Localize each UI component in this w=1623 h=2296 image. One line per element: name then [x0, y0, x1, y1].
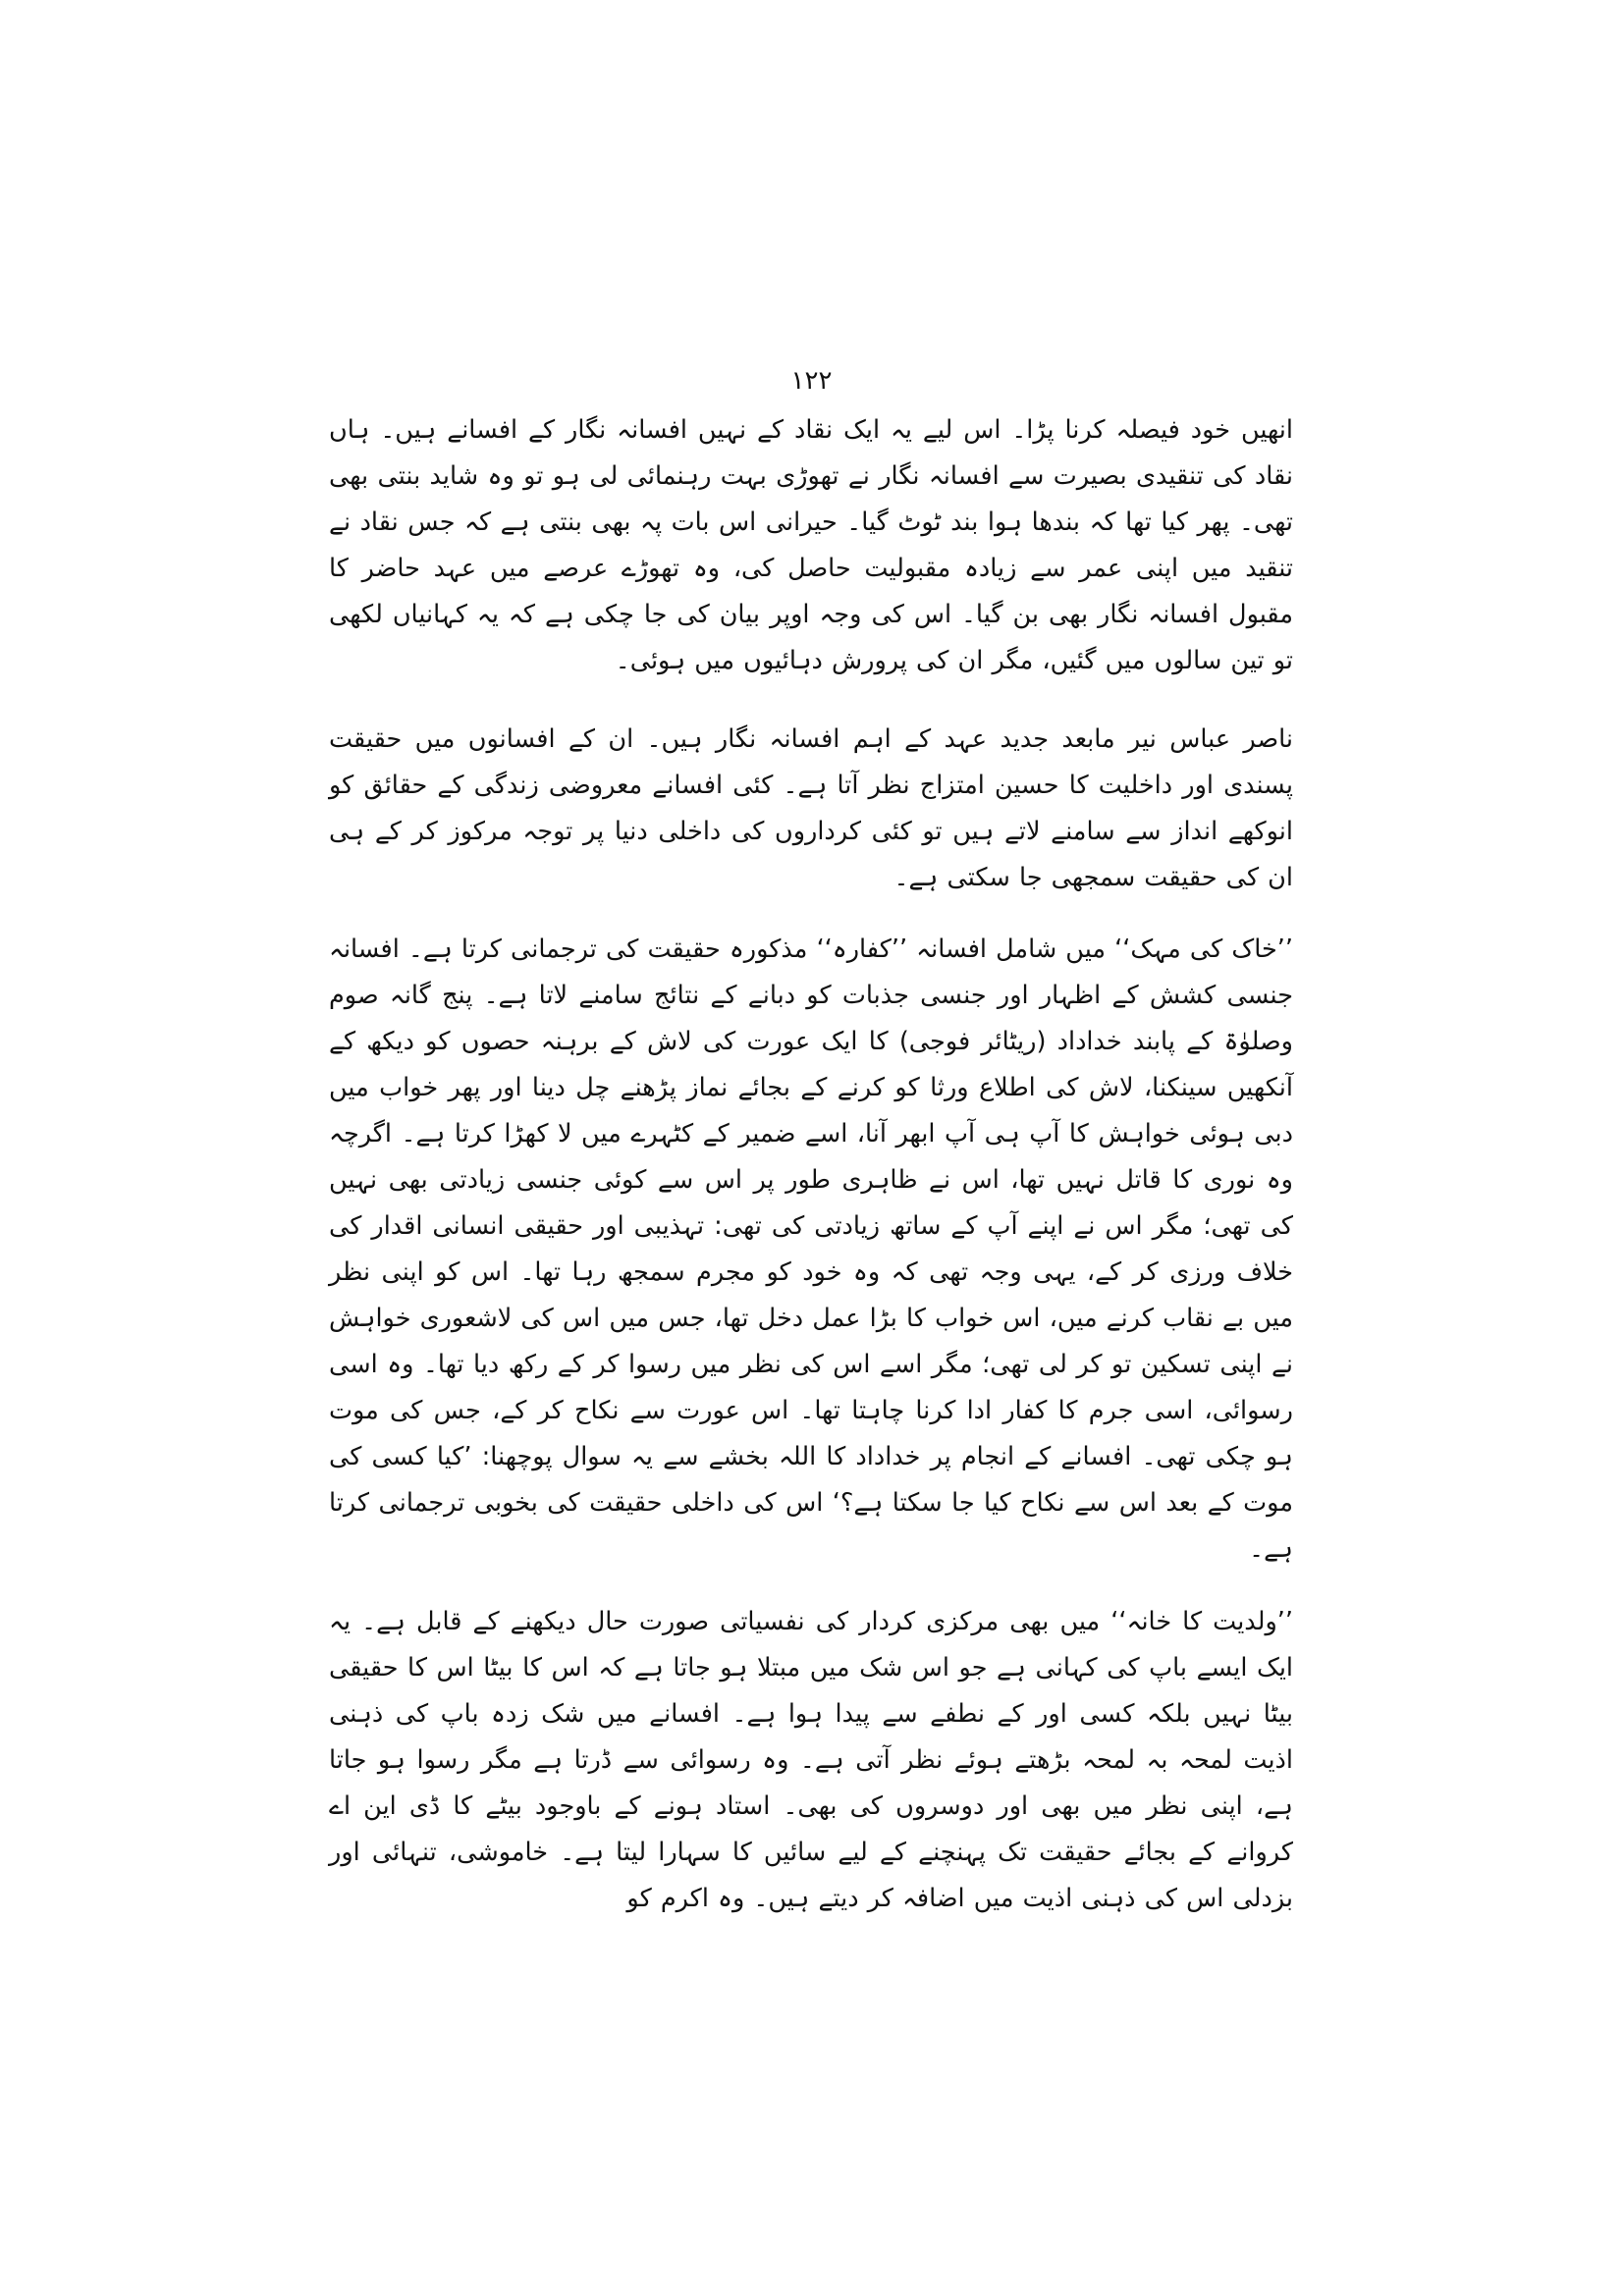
paragraph-1: انھیں خود فیصلہ کرنا پڑا۔ اس لیے یہ ایک نقاد کے نہیں افسانہ نگار کے افسانے ہیں۔ ہاں نقاد کی تنقیدی بصیرت سے افسانہ نگار نے تھوڑی بہت رہنمائی لی ہو تو وہ شاید بنتی بھی تھی۔ پھر کیا تھا کہ بندھا ہوا بند ٹوٹ گیا۔ حیرانی اس بات پہ بھی بنتی ہے کہ جس نقاد نے تنقید میں اپنی عمر سے زیادہ مقبولیت حاصل کی، وہ تھوڑے عرصے میں عہد حاضر کا مقبول افسانہ نگار بھی بن گیا۔ اس کی وجہ اوپر بیان کی جا چکی ہے کہ یہ کہانیاں لکھی تو تین سالوں میں گئیں، مگر ان کی پرورش دہائیوں میں ہوئی۔	[329, 415, 1293, 675]
page-body	[329, 407, 1293, 1922]
paragraph-4: ’’ولدیت کا خانہ‘‘ میں بھی مرکزی کردار کی نفسیاتی صورت حال دیکھنے کے قابل ہے۔ یہ ایک ایسے باپ کی کہانی ہے جو اس شک میں مبتلا ہو جاتا ہے کہ اس کا بیٹا اس کا حقیقی بیٹا نہیں بلکہ کسی اور کے نطفے سے پیدا ہوا ہے۔ افسانے میں شک زدہ باپ کی ذہنی اذیت لمحہ بہ لمحہ بڑھتے ہوئے نظر آتی ہے۔ وہ رسوائی سے ڈرتا ہے مگر رسوا ہو جاتا ہے، اپنی نظر میں بھی اور دوسروں کی بھی۔ استاد ہونے کے باوجود بیٹے کا ڈی این اے کروانے کے بجائے حقیقت تک پہنچنے کے لیے سائیں کا سہارا لیتا ہے۔ خاموشی، تنہائی اور بزدلی اس کی ذہنی اذیت میں اضافہ کر دیتے ہیں۔ وہ اکرم کو	[329, 1607, 1293, 1913]
page-number: ۱۲۲	[790, 366, 833, 396]
paragraph-2: ناصر عباس نیر مابعد جدید عہد کے اہم افسانہ نگار ہیں۔ ان کے افسانوں میں حقیقت پسندی اور داخلیت کا حسین امتزاج نظر آتا ہے۔ کئی افسانے معروضی زندگی کے حقائق کو انوکھے انداز سے سامنے لاتے ہیں تو کئی کرداروں کی داخلی دنیا پر توجہ مرکوز کر کے ہی ان کی حقیقت سمجھی جا سکتی ہے۔	[329, 724, 1293, 892]
paragraph-3: ’’خاک کی مہک‘‘ میں شامل افسانہ ’’کفارہ‘‘ مذکورہ حقیقت کی ترجمانی کرتا ہے۔ افسانہ جنسی کشش کے اظہار اور جنسی جذبات کو دبانے کے نتائج سامنے لاتا ہے۔ پنج گانہ صوم وصلوٰۃ کے پابند خداداد (ریٹائر فوجی) کا ایک عورت کی لاش کے برہنہ حصوں کو دیکھ کے آنکھیں سینکنا، لاش کی اطلاع ورثا کو کرنے کے بجائے نماز پڑھنے چل دینا اور پھر خواب میں دبی ہوئی خواہش کا آپ ہی آپ ابھر آنا، اسے ضمیر کے کٹہرے میں لا کھڑا کرتا ہے۔ اگرچہ وہ نوری کا قاتل نہیں تھا، اس نے ظاہری طور پر اس سے کوئی جنسی زیادتی بھی نہیں کی تھی؛ مگر اس نے اپنے آپ کے ساتھ زیادتی کی تھی: تہذیبی اور حقیقی انسانی اقدار کی خلاف ورزی کر کے، یہی وجہ تھی کہ وہ خود کو مجرم سمجھ رہا تھا۔ اس کو اپنی نظر میں بے نقاب کرنے میں، اس خواب کا بڑا عمل دخل تھا، جس میں اس کی لاشعوری خواہش نے اپنی تسکین تو کر لی تھی؛ مگر اسے اس کی نظر میں رسوا کر کے رکھ دیا تھا۔ وہ اسی رسوائی، اسی جرم کا کفار ادا کرنا چاہتا تھا۔ اس عورت سے نکاح کر کے، جس کی موت ہو چکی تھی۔ افسانے کے انجام پر خداداد کا اللہ بخشے سے یہ سوال پوچھنا: ’کیا کسی کی موت کے بعد اس سے نکاح کیا جا سکتا ہے؟‘ اس کی داخلی حقیقت کی بخوبی ترجمانی کرتا ہے۔	[329, 934, 1293, 1564]
